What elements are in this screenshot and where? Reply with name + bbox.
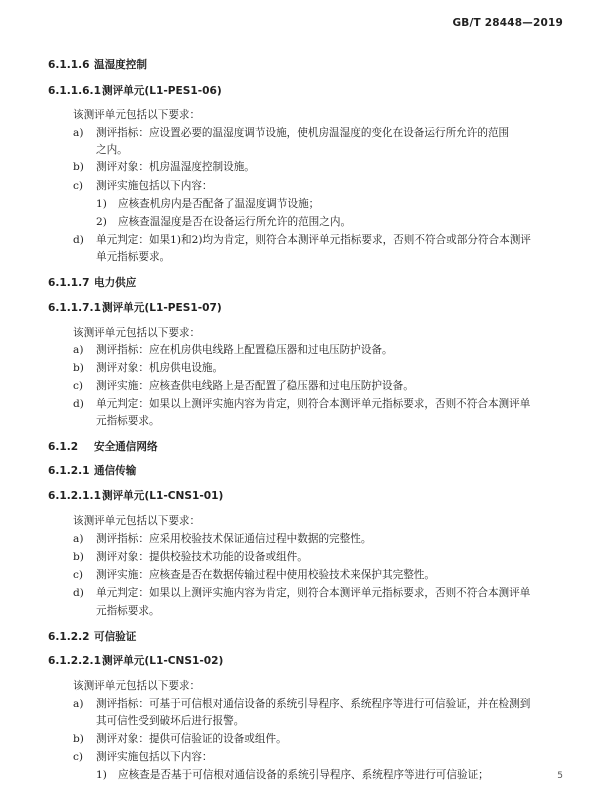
- item-marker: b): [73, 161, 84, 173]
- item-marker: c): [73, 180, 84, 192]
- item-text-line: 之内。: [96, 144, 128, 156]
- item-marker: d): [73, 587, 84, 599]
- item-text-line: 测评指标：可基于可信根对通信设备的系统引导程序、系统程序等进行可信验证，并在检测到: [96, 698, 531, 710]
- section-number: 6.1.2: [48, 441, 79, 453]
- intro-text: 该测评单元包括以下要求：: [73, 109, 201, 121]
- section-number: 6.1.1.6.1: [48, 85, 101, 97]
- item-text-line: 测评指标：应在机房供电线路上配置稳压器和过电压防护设备。: [96, 344, 393, 356]
- section-heading: [48, 302, 222, 315]
- section-heading: [48, 490, 223, 503]
- section-heading: [48, 277, 136, 290]
- item-marker: b): [73, 551, 84, 563]
- item-marker: d): [73, 398, 84, 410]
- item-text-line: 测评实施包括以下内容：: [96, 180, 213, 192]
- intro-text: 该测评单元包括以下要求：: [73, 515, 201, 527]
- section-heading: [48, 631, 136, 644]
- item-text-line: 单元判定：如果1)和2)均为肯定，则符合本测评单元指标要求，否则不符合或部分符合本测评: [96, 234, 531, 246]
- item-text-line: 应核查是否基于可信根对通信设备的系统引导程序、系统程序等进行可信验证；: [118, 769, 489, 781]
- item-text-line: 元指标要求。: [96, 415, 160, 427]
- section-heading: [48, 465, 136, 478]
- item-marker: 2): [96, 216, 107, 228]
- intro-text: 该测评单元包括以下要求：: [73, 327, 201, 339]
- item-marker: a): [73, 533, 84, 545]
- item-text-line: 其可信性受到破坏后进行报警。: [96, 715, 245, 727]
- item-text-line: 测评对象：机房供电设施。: [96, 362, 224, 374]
- item-marker: 1): [96, 198, 107, 210]
- section-heading: [48, 59, 147, 72]
- item-text-line: 测评实施：应核查供电线路上是否配置了稳压器和过电压防护设备。: [96, 380, 414, 392]
- section-number: 6.1.2.1: [48, 465, 90, 477]
- section-title: 测评单元(L1-PES1-06): [102, 85, 222, 97]
- item-text-line: 单元判定：如果以上测评实施内容为肯定，则符合本测评单元指标要求，否则不符合本测评单: [96, 587, 531, 599]
- section-title: 测评单元(L1-PES1-07): [102, 302, 222, 314]
- section-heading: [48, 85, 222, 98]
- section-heading: [48, 441, 158, 454]
- section-number: 6.1.1.7: [48, 277, 90, 289]
- section-title: 测评单元(L1-CNS1-01): [102, 490, 224, 502]
- item-marker: a): [73, 344, 84, 356]
- item-marker: c): [73, 751, 84, 763]
- section-number: 6.1.2.1.1: [48, 490, 101, 502]
- item-text-line: 测评对象：提供校验技术功能的设备或组件。: [96, 551, 308, 563]
- page-number: 5: [557, 771, 563, 781]
- item-marker: a): [73, 127, 84, 139]
- item-text-line: 测评对象：机房温湿度控制设施。: [96, 161, 255, 173]
- item-text-line: 测评实施：应核查是否在数据传输过程中使用校验技术来保护其完整性。: [96, 569, 435, 581]
- section-title: 电力供应: [94, 277, 137, 289]
- item-marker: b): [73, 362, 84, 374]
- item-text-line: 测评实施包括以下内容：: [96, 751, 213, 763]
- item-marker: a): [73, 698, 84, 710]
- intro-text: 该测评单元包括以下要求：: [73, 680, 201, 692]
- section-title: 可信验证: [94, 631, 137, 643]
- section-title: 安全通信网络: [94, 441, 158, 453]
- item-marker: d): [73, 234, 84, 246]
- item-marker: 1): [96, 769, 107, 781]
- section-number: 6.1.2.2.1: [48, 655, 101, 667]
- section-heading: [48, 655, 223, 668]
- item-text-line: 应核查机房内是否配备了温湿度调节设施；: [118, 198, 320, 210]
- section-title: 通信传输: [94, 465, 137, 477]
- standard-code: GB/T 28448—2019: [452, 17, 563, 29]
- item-text-line: 测评指标：应设置必要的温湿度调节设施，使机房温湿度的变化在设备运行所允许的范围: [96, 127, 510, 139]
- item-text-line: 应核查温湿度是否在设备运行所允许的范围之内。: [118, 216, 352, 228]
- section-number: 6.1.1.7.1: [48, 302, 101, 314]
- item-text-line: 测评指标：应采用校验技术保证通信过程中数据的完整性。: [96, 533, 372, 545]
- section-number: 6.1.2.2: [48, 631, 90, 643]
- section-title: 温湿度控制: [94, 59, 147, 71]
- item-text-line: 单元指标要求。: [96, 251, 171, 263]
- section-title: 测评单元(L1-CNS1-02): [102, 655, 224, 667]
- item-marker: c): [73, 569, 84, 581]
- section-number: 6.1.1.6: [48, 59, 90, 71]
- item-marker: c): [73, 380, 84, 392]
- item-text-line: 元指标要求。: [96, 605, 160, 617]
- item-text-line: 测评对象：提供可信验证的设备或组件。: [96, 733, 287, 745]
- item-text-line: 单元判定：如果以上测评实施内容为肯定，则符合本测评单元指标要求，否则不符合本测评单: [96, 398, 531, 410]
- item-marker: b): [73, 733, 84, 745]
